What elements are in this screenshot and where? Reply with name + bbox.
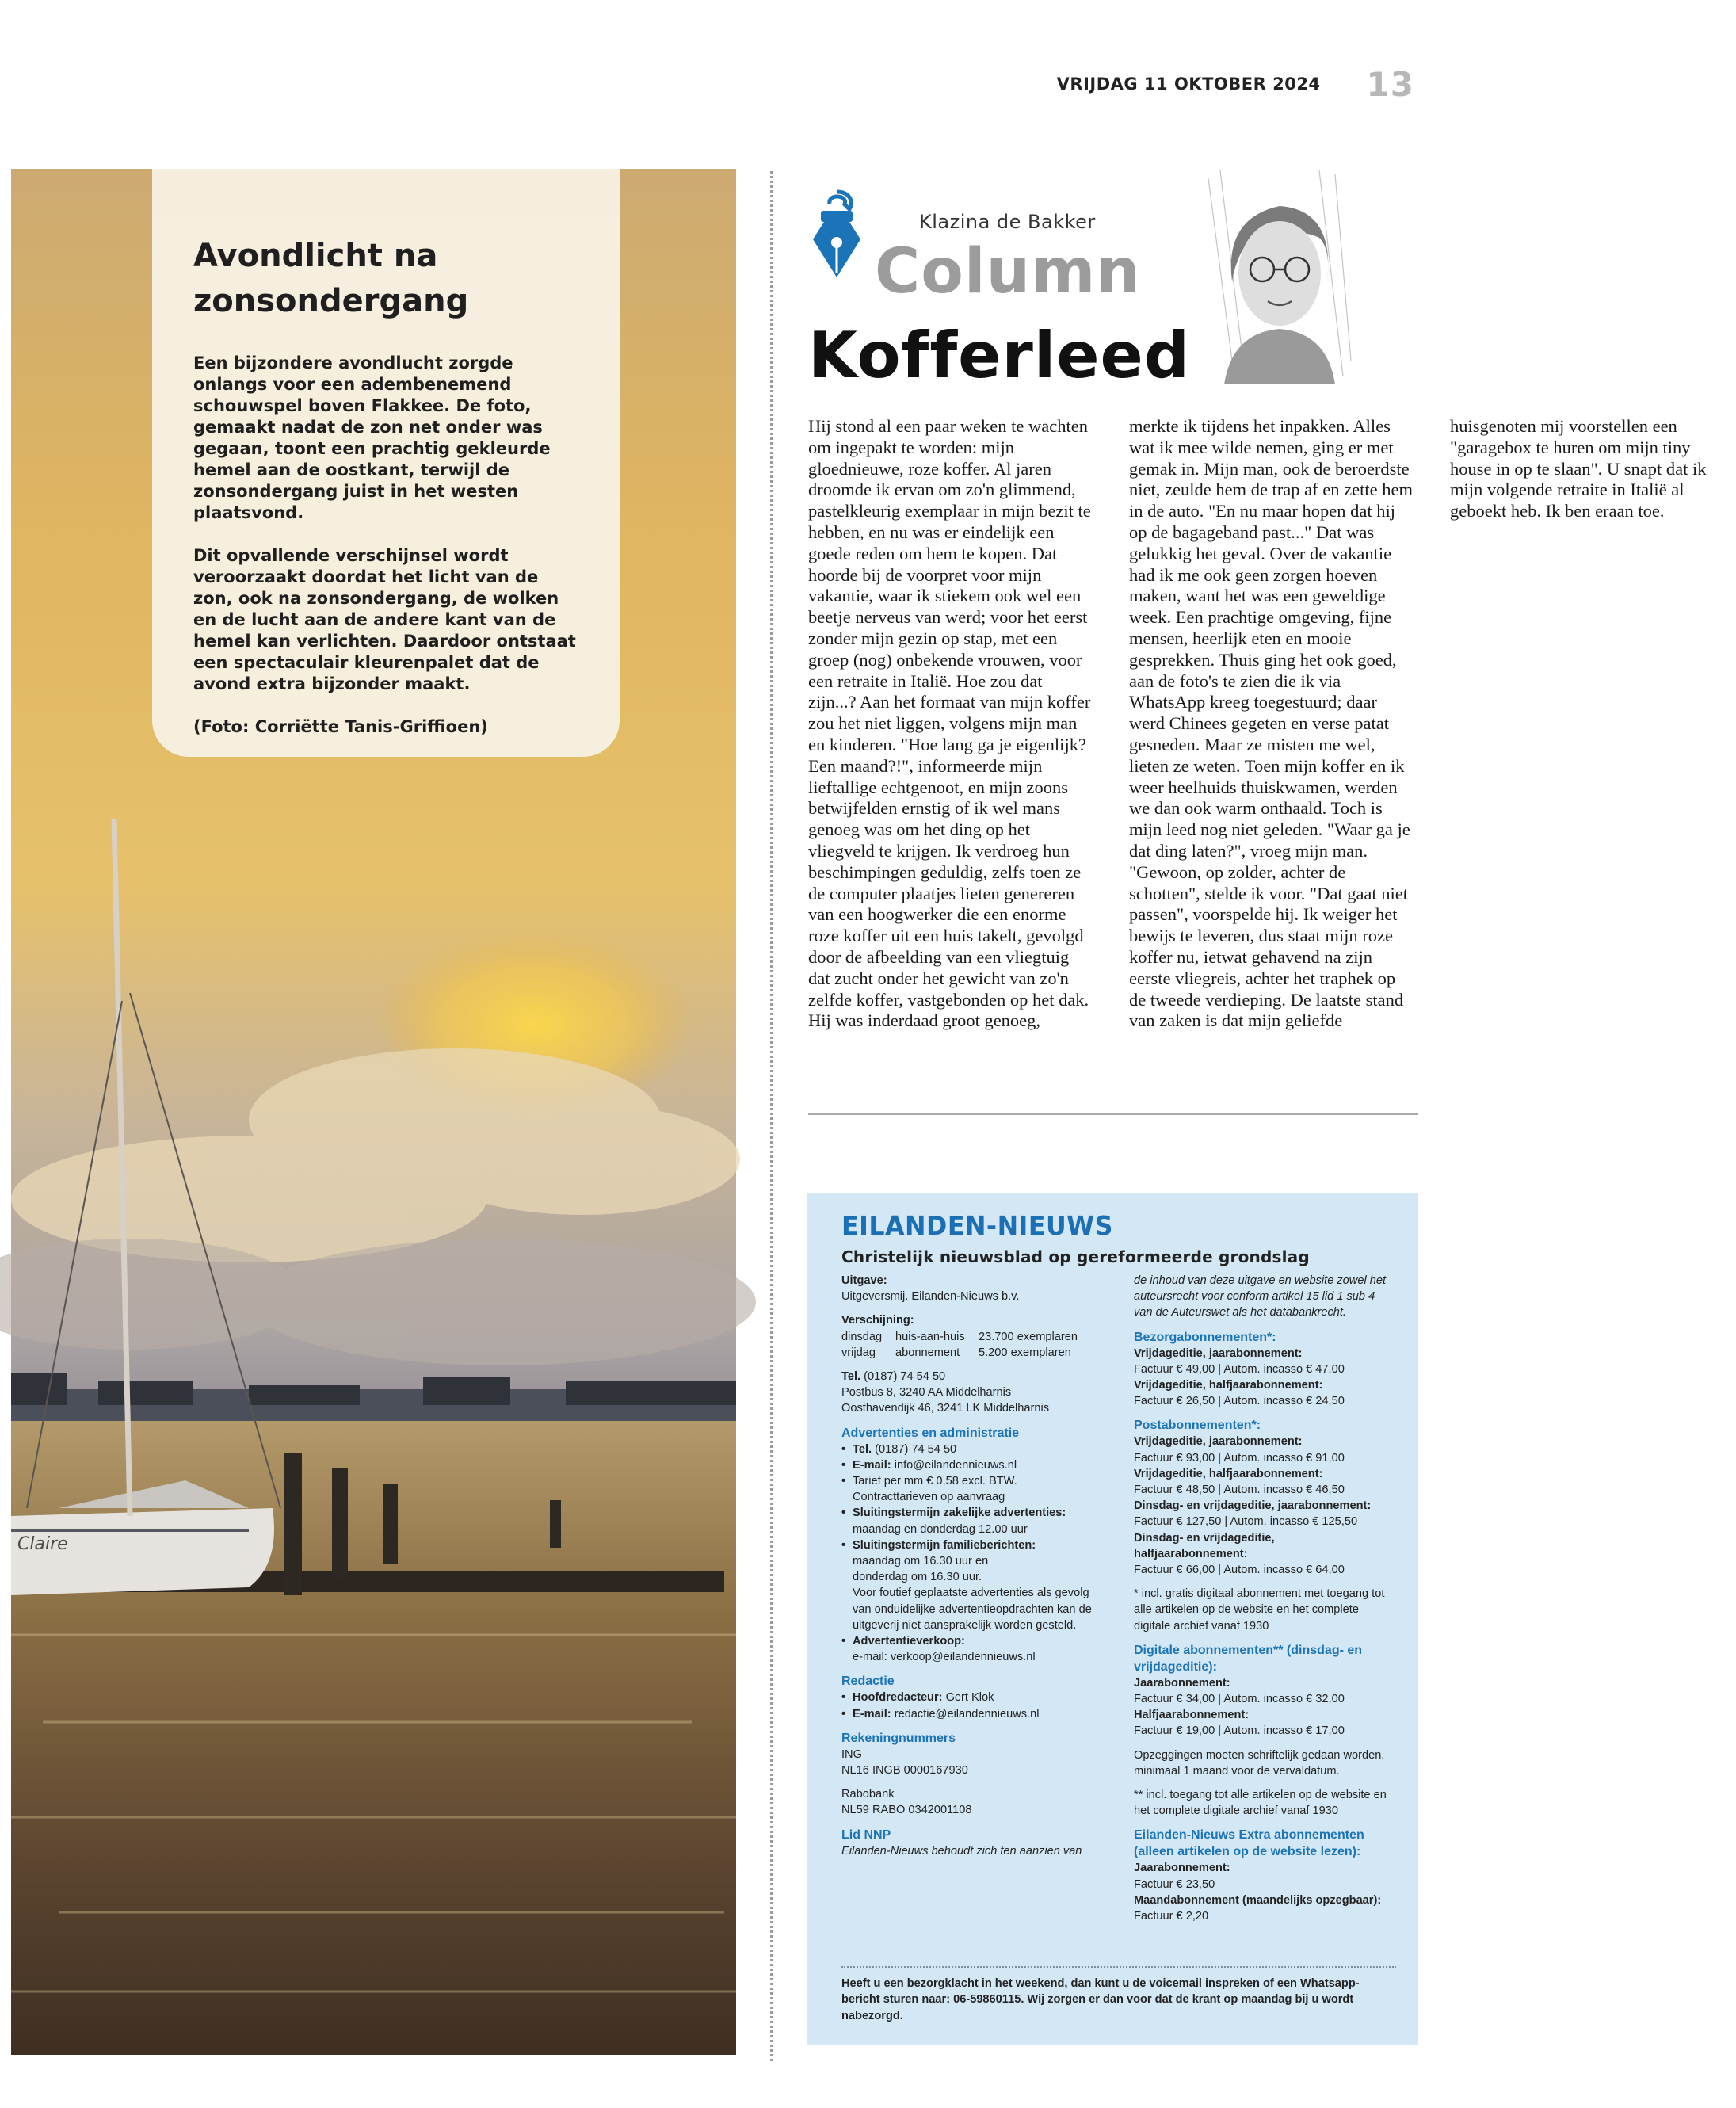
bezorg-heading: Bezorgabonnementen*: (1134, 1330, 1276, 1344)
complaint-notice: Heeft u een bezorgklacht in het weekend, dan kunt u de voicemail inspreken of een Whatsapp-bericht sturen naar: 06-59860115. Wij zorgen er dan voor dat de krant op maandag bij u wordt nabezorgd. (841, 1966, 1396, 2025)
nnp-heading: Lid NNP (841, 1827, 891, 1842)
copyright-start: Eilanden-Nieuws behoudt zich ten aanzien van (841, 1844, 1082, 1858)
redactie-list: • Hoofdredacteur: Gert Klok • E-mail: redactie@eilandennieuws.nl (841, 1690, 1099, 1721)
post-heading: Postabonnementen*: (1134, 1419, 1261, 1433)
copyright-rest: de inhoud van deze uitgave en website zowel het auteursrecht voor conform artikel 15 lid 1 sub 4 van de Auteurswet als het databankrecht. (1134, 1274, 1387, 1319)
caption-text (193, 353, 578, 738)
advertenties-list: • Tel. (0187) 74 54 50 • E-mail: info@eilandennieuws.nl • Tarief per mm € 0,58 excl. BTW. Contracttarieven op aanvraag • Sluitingstermijn zakelijke advertenties: maandag en donderdag 12.00 uur • Sluitingstermijn familieberichten: maandag om 16.30 uur en donderdag om 16.30 uur. Voor foutief geplaatste advertenties als gevolg van onduidelijke advertentieopdrachten kan de uitgeverij niet aansprakelijk worden gesteld. • Advertentieverkoop: e-mail: verkoop@eilandennieuws.nl (841, 1442, 1099, 1666)
page-header (1056, 64, 1414, 104)
extra-heading: Eilanden-Nieuws Extra abonnementen (alleen artikelen op de website lezen): (1134, 1828, 1364, 1859)
photo-credit: (Foto: Corriëtte Tanis-Griffioen) (193, 717, 488, 736)
note-1: * incl. gratis digitaal abonnement met toegang tot alle artikelen op de website en het complete digitale archief vanaf 1930 (1134, 1587, 1385, 1633)
postal-address: Postbus 8, 3240 AA Middelharnis (841, 1386, 1012, 1400)
colofon (807, 1193, 1418, 2045)
caption-title: Avondlicht na zonsondergang (193, 238, 469, 319)
boat-name: Claire (17, 1534, 68, 1554)
column-label: Column (875, 236, 1141, 307)
colofon-subtitle: Christelijk nieuwsblad op gereformeerde grondslag (841, 1247, 1310, 1266)
horizontal-rule (808, 1113, 1418, 1115)
column-header (808, 182, 1220, 396)
author-name: Klazina de Bakker (919, 211, 1096, 233)
author-portrait (1200, 162, 1359, 384)
note-2: ** incl. toegang tot alle artikelen op de website en het complete digitale archief vanaf 1930 (1134, 1789, 1387, 1818)
colofon-right-column: de inhoud van deze uitgave en website zowel het auteursrecht voor conform artikel 15 lid 1 sub 4 van de Auteurswet als het databankrecht. Bezorgabonnementen*: Vrijdageditie, jaarabonnement: Factuur € 49,00 | Autom. incasso € 47,00 Vrijdageditie, halfjaarabonnement: Factuur € 26,50 | Autom. incasso € 24,50 Postabonnementen*: Vrijdageditie, jaarabonnement: Factuur € 93,00 | Autom. incasso € 91,00 Vrijdageditie, halfjaarabonnement: Factuur € 48,50 | Autom. incasso € 46,50 Dinsdag- en vrijdageditie, jaarabonnement: Factuur € 127,50 | Autom. incasso € 125,50 Dinsdag- en vrijdageditie, halfjaarabonnement: Factuur € 66,00 | Autom. incasso € 64,00 * incl. gratis digitaal abonnement met toegang tot alle artikelen op de website en het complete digitale archief vanaf 1930 Digitale abonnementen** (dinsdag- en vrijdageditie): Jaarabonnement: Factuur € 34,00 | Autom. incasso € 32,00 Halfjaarabonnement: Factuur € 19,00 | Autom. incasso € 17,00 Opzeggingen moeten schriftelijk gedaan worden, minimaal 1 maand voor de vervaldatum. ** incl. toegang tot alle artikelen op de website en het complete digitale archief vanaf 1930 Eilanden-Nieuws Extra abonnementen (alleen artikelen op de website lezen): Jaarabonnement: Factuur € 23,50 Maandabonnement (maandelijks opzegbaar): Factuur € 2,20 (1134, 1273, 1391, 1932)
column-divider (770, 171, 773, 2061)
phone-number: (0187) 74 54 50 (864, 1370, 946, 1384)
redactie-heading: Redactie (841, 1675, 895, 1689)
page-date: VRIJDAG 11 OKTOBER 2024 (1056, 74, 1321, 94)
digi-heading: Digitale abonnementen** (dinsdag- en vrijdageditie): (1134, 1643, 1363, 1674)
masthead-logo: EILANDEN-NIEUWS (841, 1210, 1113, 1241)
caption-paragraph: Een bijzondere avondlucht zorgde onlangs voor een adembenemend schouwspel boven Flakkee. De foto, gemaakt nadat de zon net onder was gegaan, toont een prachtig gekleurde hemel aan de oostkant, terwijl de zonsondergang juist in het westen plaatsvond. (193, 353, 551, 522)
fountain-pen-icon (808, 190, 865, 279)
rekening-heading: Rekeningnummers (841, 1731, 956, 1745)
uitgave-label: Uitgave: (841, 1274, 887, 1287)
advertenties-heading: Advertenties en administratie (841, 1426, 1020, 1440)
column-title: Kofferleed (808, 319, 1191, 392)
uitgave-value: Uitgeversmij. Eilanden-Nieuws b.v. (841, 1290, 1020, 1304)
verschijning-row: vrijdag abonnement 5.200 exemplaren (841, 1346, 1071, 1359)
verschijning-row: dinsdag huis-aan-huis 23.700 exemplaren (841, 1330, 1078, 1343)
page-number: 13 (1366, 64, 1414, 104)
caption-paragraph: Dit opvallende verschijnsel wordt veroorzaakt doordat het licht van de zon, ook na zonsondergang, de wolken en de lucht aan de andere kant van de hemel kan verlichten. Daardoor ontstaat een spectaculair kleurenpalet dat de avond extra bijzonder maakt. (193, 546, 576, 693)
verschijning-label: Verschijning: (841, 1314, 914, 1327)
redactie-email-link[interactable]: redactie@eilandennieuws.nl (894, 1707, 1040, 1720)
visit-address: Oosthavendijk 46, 3241 LK Middelharnis (841, 1402, 1050, 1415)
photo-caption-box (152, 169, 620, 757)
verkoop-email-link[interactable]: e-mail: verkoop@eilandennieuws.nl (853, 1651, 1036, 1664)
opzeg-note: Opzeggingen moeten schriftelijk gedaan worden, minimaal 1 maand voor de vervaldatum. (1134, 1748, 1385, 1778)
column-body (808, 416, 1707, 1050)
column-text: Hij stond al een paar weken te wachten om ingepakt te worden: mijn gloednieuwe, roze koffer. Al jaren droomde ik ervan om zo'n glimmend, pastelkleurig exemplaar in mijn bezit te hebben, en nu was er eindelijk een goede reden om hem te kopen. Dat hoorde bij de voorpret voor mijn vakantie, waar ik stiekem ook wel een beetje nerveus van werd; voor het eerst zonder mijn gezin op stap, met een groep (nog) onbekende vrouwen, voor een retraite in Italië. Hoe zou dat zijn...? Aan het formaat van mijn koffer zou het niet liggen, volgens mijn man en kinderen. "Hoe lang ga je eigenlijk? Een maand?!", informeerde mijn lieftallige echtgenoot, en mijn zoons betwijfelden ernstig of ik wel mans genoeg was om het ding op het vliegveld te krijgen. Ik verdroeg hun beschimpingen geduldig, zelfs toen ze de computer plaatjes lieten genereren van een hoogwerker die een enorme roze koffer uit een huis takelt, gevolgd door de afbeelding van een vliegtuig dat zucht onder het gewicht van zo'n zelfde koffer, vastgebonden op het dak. Hij was inderdaad groot genoeg, merkte ik tijdens het inpakken. Alles wat ik mee wilde nemen, ging er met gemak in. Mijn man, ook de beroerdste niet, zeulde hem de trap af en zette hem in de auto. "En nu maar hopen dat hij op de bagageband past..." Dat was gelukkig het geval. Over de vakantie had ik me ook geen zorgen hoeven maken, want het was een geweldige week. Een prachtige omgeving, fijne mensen, heerlijk eten en mooie gesprekken. Thuis ging het ook goed, aan de foto's te zien die ik via WhatsApp kreeg toegestuurd; daar werd Chinees gegeten en verse patat gesneden. Maar ze misten me wel, lieten ze weten. Toen mijn koffer en ik weer heelhuids thuiskwamen, werden we dan ook warm onthaald. Toch is mijn leed nog niet geleden. "Waar ga je dat ding laten?", vroeg mijn man. "Gewoon, op zolder, achter de schotten", stelde ik voor. "Dat gaat niet passen", voorspelde hij. Ik weiger het bewijs te leveren, dus staat mijn roze koffer nu, ietwat gehavend na zijn eerste vliegreis, achter het traphek op de tweede verdieping. De laatste stand van zaken is dat mijn geliefde huisgenoten mij voorstellen een "garagebox te huren om mijn tiny house in op te slaan". U snapt dat ik mijn volgende retraite in Italië al geboekt heb. Ik ben eraan toe. (808, 416, 1707, 1031)
adv-email-link[interactable]: info@eilandennieuws.nl (894, 1458, 1017, 1472)
colofon-left-column: Uitgave: Uitgeversmij. Eilanden-Nieuws b.v. Verschijning: dinsdag huis-aan-huis 23.700 exemplaren vrijdag abonnement 5.200 exemplaren Tel. (0187) 74 54 50 Postbus 8, 3240 AA Middelharnis Oosthavendijk 46, 3241 LK Middelharnis Advertenties en administratie • Tel. (0187) 74 54 50 • E-mail: info@eilandennieuws.nl • Tarief per mm € 0,58 excl. BTW. Contracttarieven op aanvraag • Sluitingstermijn zakelijke advertenties: maandag en donderdag 12.00 uur • Sluitingstermijn familieberichten: maandag om 16.30 uur en donderdag om 16.30 uur. Voor foutief geplaatste advertenties als gevolg van onduidelijke advertentieopdrachten kan de uitgeverij niet aansprakelijk worden gesteld. • Advertentieverkoop: e-mail: verkoop@eilandennieuws.nl Redactie • Hoofdredacteur: Gert Klok • E-mail: redactie@eilandennieuws.nl Rekeningnummers ING NL16 INGB 0000167930 Rabobank NL59 RABO 0342001108 Lid NNP Eilanden-Nieuws behoudt zich ten aanzien van (841, 1273, 1099, 1932)
